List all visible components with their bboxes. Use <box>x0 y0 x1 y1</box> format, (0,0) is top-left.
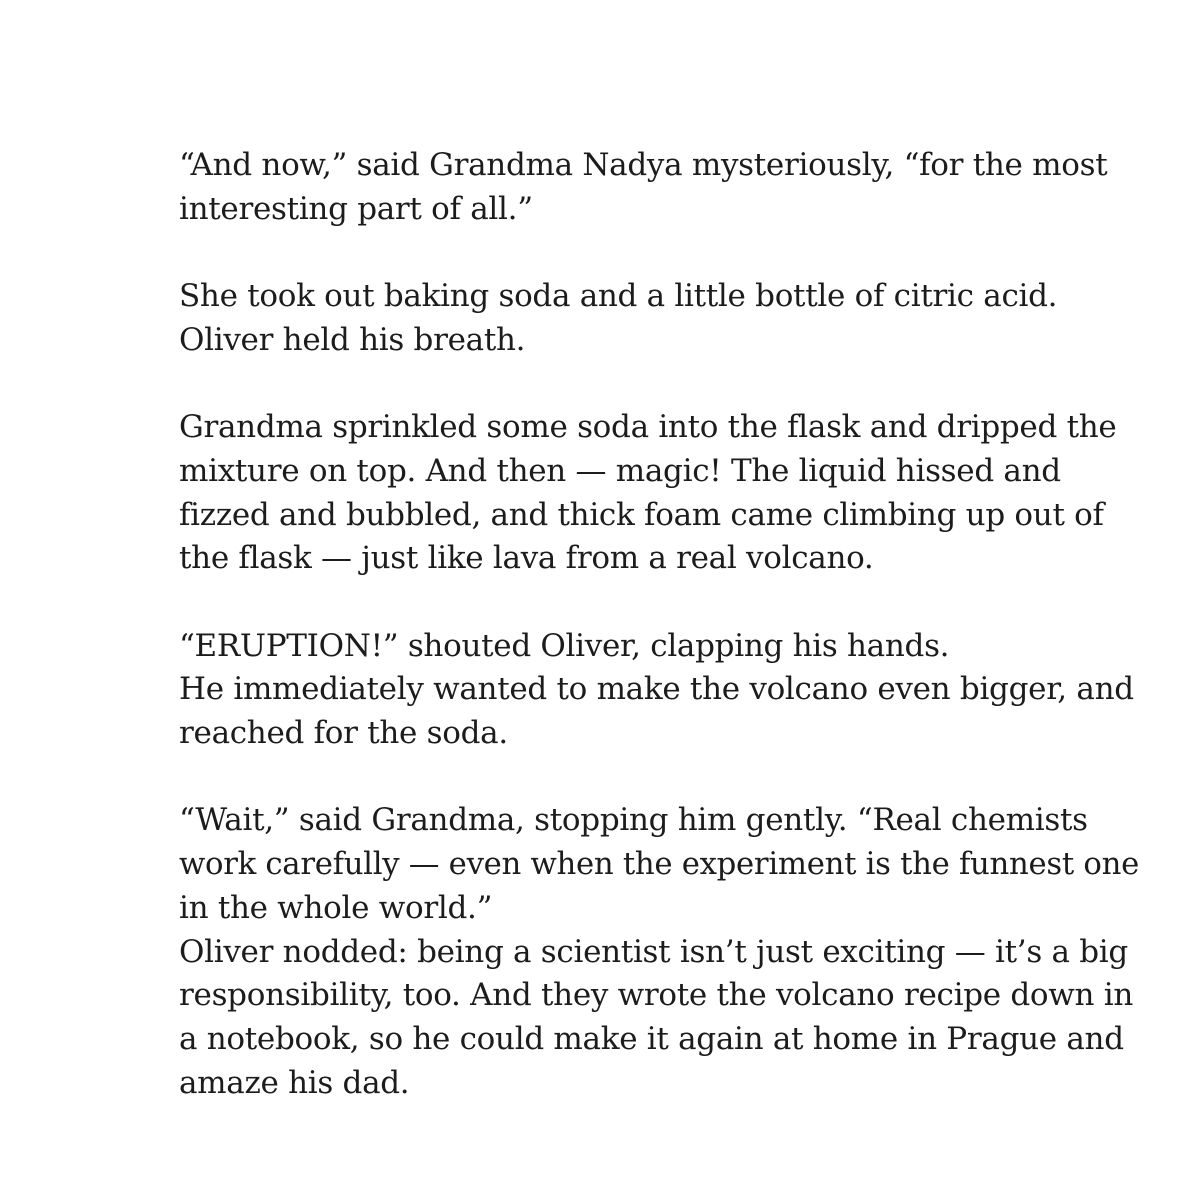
text-line: Oliver held his breath. <box>179 321 526 358</box>
text-line: “Wait,” said Grandma, stopping him gently. “Real chemists <box>179 802 1088 839</box>
paragraph-eruption <box>179 625 1139 756</box>
paragraph-baking-soda <box>179 275 1139 362</box>
paragraph-intro <box>179 144 1139 231</box>
paragraph-conclusion <box>179 799 1139 1105</box>
text-line: She took out baking soda and a little bottle of citric acid. <box>179 278 1058 315</box>
text-line: “ERUPTION!” shouted Oliver, clapping his hands. <box>179 627 950 664</box>
text-line: in the whole world.” <box>179 889 493 926</box>
text-line: the flask — just like lava from a real volcano. <box>179 540 874 577</box>
text-line: a notebook, so he could make it again at home in Prague and <box>179 1021 1124 1057</box>
text-line: Oliver nodded: being a scientist isn’t just exciting — it’s a big <box>179 933 1128 970</box>
text-line: “And now,” said Grandma Nadya mysteriously, “for the most <box>179 147 1108 183</box>
text-line: He immediately wanted to make the volcano even bigger, and <box>179 671 1134 708</box>
story-page <box>179 144 1139 1105</box>
text-line: interesting part of all.” <box>179 190 533 227</box>
text-line: work carefully — even when the experiment is the funnest one <box>179 846 1139 883</box>
text-line: Grandma sprinkled some soda into the flask and dripped the <box>179 409 1117 446</box>
text-line: fizzed and bubbled, and thick foam came climbing up out of <box>179 496 1104 533</box>
paragraph-reaction <box>179 406 1139 581</box>
text-line: responsibility, too. And they wrote the volcano recipe down in <box>179 977 1133 1014</box>
text-line: mixture on top. And then — magic! The liquid hissed and <box>179 452 1061 489</box>
text-line: amaze his dad. <box>179 1064 410 1101</box>
text-line: reached for the soda. <box>179 715 508 752</box>
